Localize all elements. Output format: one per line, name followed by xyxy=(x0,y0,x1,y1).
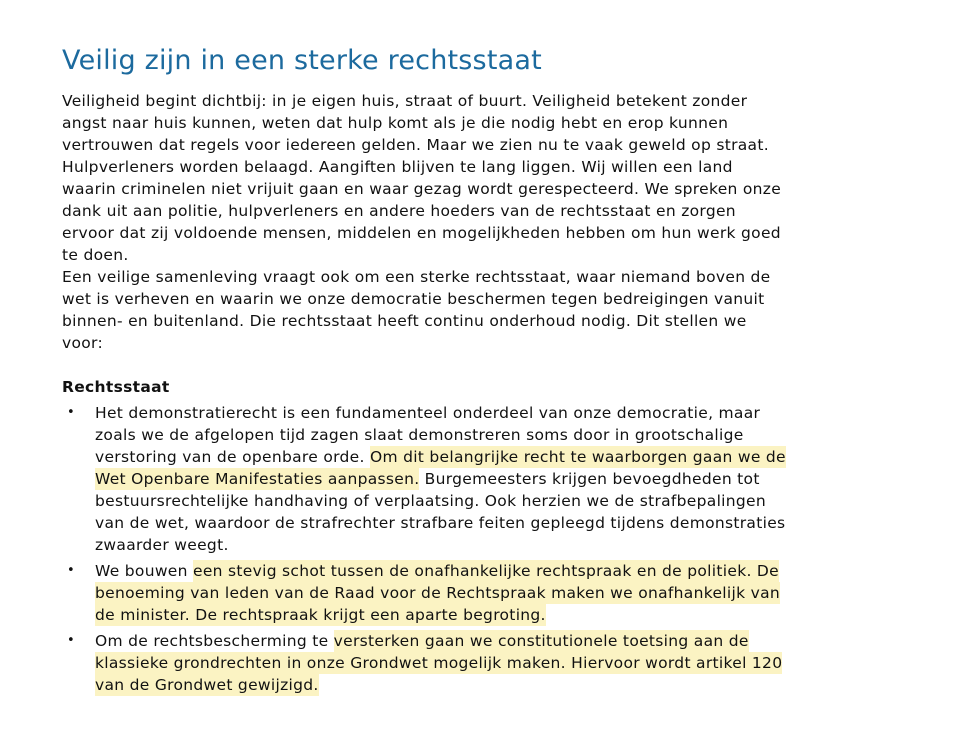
text-segment: wet is verheven en waarin we onze democratie beschermen tegen bedreigingen vanuit xyxy=(62,290,765,308)
text-line xyxy=(62,90,942,112)
text-line xyxy=(95,630,942,652)
highlighted-text: klassieke grondrechten in onze Grondwet mogelijk maken. Hiervoor wordt artikel 120 xyxy=(95,654,783,672)
text-line xyxy=(95,424,942,446)
bullet-text xyxy=(95,402,942,556)
text-segment: Om de rechtsbescherming te xyxy=(95,632,334,650)
text-line xyxy=(62,310,942,332)
text-line xyxy=(95,604,942,626)
bullet-constitutionele-toetsing xyxy=(62,630,942,696)
document-body xyxy=(62,90,942,696)
highlighted-text: benoeming van leden van de Raad voor de Rechtspraak maken we onafhankelijk van xyxy=(95,584,781,602)
document-content xyxy=(62,44,942,696)
highlighted-text: van de Grondwet gewijzigd. xyxy=(95,676,319,694)
text-segment: We bouwen xyxy=(95,562,193,580)
text-line xyxy=(95,674,942,696)
text-segment: angst naar huis kunnen, weten dat hulp komt als je die nodig hebt en erop kunnen xyxy=(62,114,729,132)
text-line xyxy=(62,156,942,178)
highlighted-text: de minister. De rechtspraak krijgt een aparte begroting. xyxy=(95,606,546,624)
text-segment: bestuursrechtelijke handhaving of verplaatsing. Ook herzien we de strafbepalingen xyxy=(95,492,767,510)
text-segment: Veiligheid begint dichtbij: in je eigen huis, straat of buurt. Veiligheid betekent zonder xyxy=(62,92,748,110)
text-line xyxy=(95,402,942,424)
text-line xyxy=(62,266,942,288)
text-segment: Hulpverleners worden belaagd. Aangiften blijven te lang liggen. Wij willen een land xyxy=(62,158,733,176)
second-paragraph xyxy=(62,266,942,354)
text-line xyxy=(95,446,942,468)
bullet-rechtspraak xyxy=(62,560,942,626)
text-segment: Het demonstratierecht is een fundamenteel onderdeel van onze democratie, maar xyxy=(95,404,761,422)
bullet-text xyxy=(95,630,942,696)
text-segment: waarin criminelen niet vrijuit gaan en waar gezag wordt gerespecteerd. We spreken onze xyxy=(62,180,782,198)
text-line xyxy=(95,582,942,604)
text-segment: vertrouwen dat regels voor iedereen gelden. Maar we zien nu te vaak geweld op straat. xyxy=(62,136,769,154)
text-segment: te doen. xyxy=(62,246,129,264)
blank-line xyxy=(62,354,942,376)
text-line xyxy=(62,134,942,156)
text-segment: ervoor dat zij voldoende mensen, middelen en mogelijkheden hebben om hun werk goed xyxy=(62,224,781,242)
text-segment: Burgemeesters krijgen bevoegdheden tot xyxy=(419,470,760,488)
text-line xyxy=(95,534,942,556)
highlighted-text: Wet Openbare Manifestaties aanpassen. xyxy=(95,470,420,488)
text-segment: van de wet, waardoor de strafrechter strafbare feiten gepleegd tijdens demonstraties xyxy=(95,514,786,532)
text-line xyxy=(62,288,942,310)
text-line xyxy=(95,560,942,582)
text-line xyxy=(62,178,942,200)
text-segment: voor: xyxy=(62,334,103,352)
text-segment: binnen- en buitenland. Die rechtsstaat heeft continu onderhoud nodig. Dit stellen we xyxy=(62,312,747,330)
text-line xyxy=(95,652,942,674)
highlighted-text: een stevig schot tussen de onafhankelijke rechtspraak en de politiek. De xyxy=(193,562,780,580)
highlighted-text: Om dit belangrijke recht te waarborgen gaan we de xyxy=(369,448,786,466)
text-segment: verstoring van de openbare orde. xyxy=(95,448,370,466)
text-line xyxy=(95,468,942,490)
text-line xyxy=(95,512,942,534)
text-segment: zoals we de afgelopen tijd zagen slaat demonstreren soms door in grootschalige xyxy=(95,426,744,444)
text-line xyxy=(62,332,942,354)
bullet-demonstratierecht xyxy=(62,402,942,556)
bullet-text xyxy=(95,560,942,626)
bullet-marker-icon: • xyxy=(67,405,75,420)
page-title: Veilig zijn in een sterke rechtsstaat xyxy=(62,45,542,76)
text-line xyxy=(62,244,942,266)
highlighted-text: versterken gaan we constitutionele toetsing aan de xyxy=(333,632,749,650)
text-line xyxy=(62,222,942,244)
text-segment: dank uit aan politie, hulpverleners en andere hoeders van de rechtsstaat en zorgen xyxy=(62,202,736,220)
text-segment: zwaarder weegt. xyxy=(95,536,229,554)
text-line xyxy=(62,200,942,222)
bullet-marker-icon: • xyxy=(67,563,75,578)
section-heading: Rechtsstaat xyxy=(62,378,170,396)
text-line xyxy=(95,490,942,512)
bullet-marker-icon: • xyxy=(67,633,75,648)
text-line xyxy=(62,112,942,134)
intro-paragraph xyxy=(62,90,942,266)
text-segment: Een veilige samenleving vraagt ook om een sterke rechtsstaat, waar niemand boven de xyxy=(62,268,771,286)
